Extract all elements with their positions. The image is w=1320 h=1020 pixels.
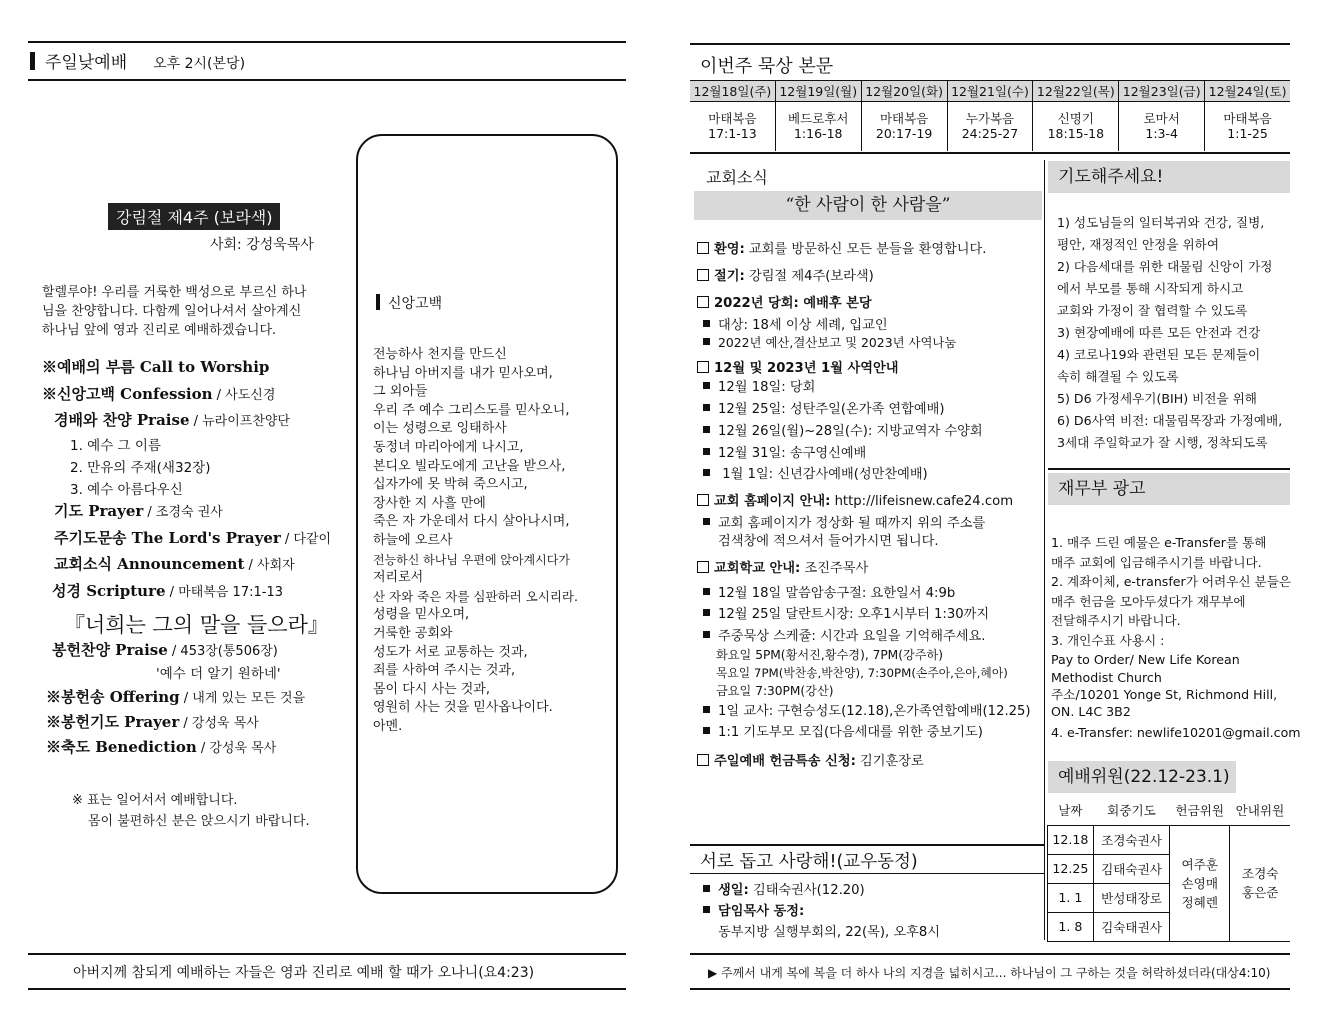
meditation-table bbox=[690, 80, 1290, 151]
bullet-icon bbox=[703, 382, 710, 389]
news-banner: “한 사람이 한 사람을” bbox=[694, 191, 1042, 220]
checkbox-icon bbox=[697, 361, 709, 373]
staff-title: 예배위원(22.12-23.1) bbox=[1048, 761, 1236, 793]
devotion-schedule: 화요일 5PM(황서진,황수경), 7PM(강주하) bbox=[716, 648, 944, 662]
meditation-date: 12월19일(월) bbox=[775, 81, 861, 102]
staff-offering: 여주훈 손영매 정혜렌 bbox=[1170, 825, 1230, 941]
right-top-rule bbox=[690, 43, 1290, 45]
bullet-icon bbox=[703, 338, 710, 345]
meditation-date: 12월21일(수) bbox=[947, 81, 1033, 102]
meditation-date: 12월20일(화) bbox=[861, 81, 947, 102]
news-bullet: 1일 교사: 구현승성도(12.18),온가족연합예배(12.25) bbox=[703, 700, 1031, 719]
order-item: ※봉헌송 Offering / 내게 있는 모든 것을 bbox=[46, 688, 306, 706]
order-item: ※봉헌기도 Prayer / 강성욱 목사 bbox=[46, 713, 259, 731]
birthday-item: 생일: 김태숙권사(12.20) bbox=[703, 879, 865, 898]
news-meeting: 2022년 당회: 예배후 본당 bbox=[697, 292, 872, 311]
news-season: 절기: 강림절 제4주(보라색) bbox=[697, 265, 874, 284]
staff-date: 12.25 bbox=[1048, 854, 1094, 883]
checkbox-icon bbox=[697, 269, 709, 281]
meditation-passage: 마태복음 20:17-19 bbox=[861, 102, 947, 151]
staff-table bbox=[1047, 795, 1290, 942]
checkbox-icon bbox=[697, 561, 709, 573]
fellowship-title: 서로 돕고 사랑해!(교우동정) bbox=[700, 852, 918, 872]
news-bullet: 12월 18일 말씀암송구절: 요한일서 4:9b bbox=[703, 582, 955, 601]
staff-header: 헌금위원 bbox=[1170, 795, 1230, 825]
column-divider bbox=[1044, 160, 1045, 940]
right-footer-verse: ▶ 주께서 내게 복에 복을 더 하사 나의 지경을 넓히시고... 하나님이 그 구하는 것을 허락하셨더라(대상4:10) bbox=[708, 966, 1271, 980]
creed-bar-icon bbox=[376, 294, 380, 310]
praise-song: 1. 예수 그 이름 bbox=[70, 438, 161, 454]
finance-list: 1. 매주 드린 예물은 e-Transfer를 통해 매주 교회에 입금해주시기를 바랍니다. 2. 계좌이체, e-transfer가 어려우신 분들은 매주 헌금을 모아두셨다가 재무부에 전달해주시기 바랍니다. 3. 개인수표 사용시 : Pay to Order/ New Life Korean Methodist Church 주소/10201 Yonge St, Richmond Hill, ON. L4C 3B2 4. e-Transfer: newlife10201@gmail.com bbox=[1051, 535, 1301, 740]
finance-title: 재무부 광고 bbox=[1048, 473, 1290, 505]
prayer-title: 기도해주세요! bbox=[1048, 161, 1290, 193]
order-item: 기도 Prayer / 조경숙 권사 bbox=[54, 502, 223, 520]
meditation-passage: 베드로후서 1:16-18 bbox=[775, 102, 861, 151]
news-welcome: 환영: 교회를 방문하신 모든 분들을 환영합니다. bbox=[697, 238, 986, 257]
left-top-rule bbox=[28, 41, 626, 43]
news-bullet-cont: 검색창에 적으셔서 들어가시면 됩니다. bbox=[718, 534, 939, 549]
meditation-passage: 누가복음 24:25-27 bbox=[947, 102, 1033, 151]
bullet-icon bbox=[703, 588, 710, 595]
bullet-icon bbox=[703, 426, 710, 433]
order-item: ※신앙고백 Confession / 사도신경 bbox=[42, 385, 276, 403]
devotion-schedule: 목요일 7PM(박찬송,박찬양), 7:30PM(손주아,은아,혜아) bbox=[716, 666, 1008, 680]
staff-date: 1. 1 bbox=[1048, 883, 1094, 912]
news-bullet: 1월 1일: 신년감사예배(성만찬예배) bbox=[703, 463, 928, 482]
left-footer-rule-top bbox=[28, 953, 626, 955]
fellowship-rule bbox=[690, 873, 1044, 874]
meditation-bottom-rule bbox=[690, 152, 1290, 154]
staff-guide: 조경숙 홍은준 bbox=[1230, 825, 1290, 941]
staff-date: 12.18 bbox=[1048, 825, 1094, 854]
order-item: ※축도 Benediction / 강성욱 목사 bbox=[46, 738, 277, 756]
meditation-title: 이번주 묵상 본문 bbox=[700, 56, 834, 77]
standing-note: ※ 표는 일어서서 예배합니다. 몸이 불편하신 분은 앉으시기 바랍니다. bbox=[72, 793, 310, 829]
news-label: 교회소식 bbox=[706, 168, 768, 187]
header-bar-icon bbox=[30, 52, 35, 70]
staff-header: 회중기도 bbox=[1093, 795, 1169, 825]
news-bullet: 12월 25일: 성탄주일(온가족 연합예배) bbox=[703, 398, 944, 417]
bullet-icon bbox=[703, 448, 710, 455]
bullet-icon bbox=[703, 609, 710, 616]
meditation-date: 12월24일(토) bbox=[1205, 81, 1290, 102]
officiant: 사회: 강성욱목사 bbox=[210, 237, 314, 253]
news-schedule: 12월 및 2023년 1월 사역안내 bbox=[697, 357, 899, 376]
pastor-detail: 동부지방 실행부회의, 22(목), 오후8시 bbox=[718, 925, 941, 940]
call-to-worship-text: 할렐루야! 우리를 거룩한 백성으로 부르신 하나 님을 찬양합니다. 다함께 일어나셔서 살아계신 하나님 앞에 영과 진리로 예배하겠습니다. bbox=[42, 285, 307, 338]
left-header-rule bbox=[28, 79, 626, 81]
fellowship-top-rule bbox=[690, 844, 1044, 846]
offering-song-note: '예수 더 알기 원하네' bbox=[156, 666, 281, 682]
right-footer-rule-top bbox=[690, 953, 1290, 955]
news-bullet: 12월 31일: 송구영신예배 bbox=[703, 442, 866, 461]
bullet-icon bbox=[703, 320, 710, 327]
news-bullet: 대상: 18세 이상 세례, 입교인 bbox=[703, 314, 888, 333]
service-title: 주일낮예배 bbox=[45, 53, 128, 73]
order-item: 성경 Scripture / 마태복음 17:1-13 bbox=[52, 582, 283, 600]
meditation-passage: 신명기 18:15-18 bbox=[1033, 102, 1119, 151]
news-offering: 주일예배 헌금특송 신청: 김기훈장로 bbox=[697, 750, 924, 769]
checkbox-icon bbox=[697, 754, 709, 766]
left-footer-rule-bottom bbox=[28, 988, 626, 990]
meditation-passage: 마태복음 1:1-25 bbox=[1223, 111, 1272, 142]
checkbox-icon bbox=[697, 494, 709, 506]
bullet-icon bbox=[703, 631, 710, 638]
bullet-icon bbox=[703, 906, 710, 913]
staff-date: 1. 8 bbox=[1048, 912, 1094, 941]
news-school: 교회학교 안내: 조진주목사 bbox=[697, 557, 868, 576]
bullet-icon bbox=[703, 885, 710, 892]
staff-prayer: 반성태장로 bbox=[1093, 883, 1169, 912]
bullet-icon bbox=[703, 469, 710, 476]
news-bullet: 12월 25일 달란트시장: 오후1시부터 1:30까지 bbox=[703, 603, 989, 622]
creed-title: 신앙고백 bbox=[376, 293, 442, 313]
meditation-date: 12월23일(금) bbox=[1119, 81, 1205, 102]
news-bullet: 2022년 예산,결산보고 및 2023년 사역나눔 bbox=[703, 333, 956, 351]
staff-header: 안내위원 bbox=[1230, 795, 1290, 825]
service-header bbox=[30, 48, 245, 73]
devotion-schedule: 금요일 7:30PM(강산) bbox=[716, 684, 834, 698]
prayer-list: 1) 성도님들의 일터복귀와 건강, 질병, 평안, 재정적인 안정을 위하여 2) 다음세대를 위한 대물림 신앙이 가정 에서 부모를 통해 시작되게 하시고 교회와 가정이 잘 협력할 수 있도록 3) 현장예배에 따른 모든 안전과 건강 4) 코로나19와 관련된 모든 문제들이 속히 해결될 수 있도록 5) D6 가정세우기(BIH) 비전을 위해 6) D6사역 비전: 대물림목장과 가정예배, 3세대 주일학교가 잘 시행, 정착되도록 bbox=[1057, 215, 1283, 450]
order-item: ※예배의 부름 Call to Worship bbox=[42, 358, 270, 376]
bullet-icon bbox=[703, 404, 710, 411]
bullet-icon bbox=[703, 518, 710, 525]
meditation-passage: 마태복음 17:1-13 bbox=[690, 102, 775, 151]
order-item: 경배와 찬양 Praise / 뉴라이프찬양단 bbox=[54, 411, 291, 429]
advent-title: 강림절 제4주 (보라색) bbox=[108, 203, 280, 230]
right-footer-rule-bottom bbox=[690, 988, 1290, 990]
checkbox-icon bbox=[697, 242, 709, 254]
order-item: 교회소식 Announcement / 사회자 bbox=[54, 555, 295, 573]
left-footer-verse: 아버지께 참되게 예배하는 자들은 영과 진리로 예배 할 때가 오나니(요4:23) bbox=[73, 965, 535, 981]
news-bullet: 12월 18일: 당회 bbox=[703, 376, 815, 395]
bullet-icon bbox=[703, 727, 710, 734]
meditation-date: 12월22일(목) bbox=[1033, 81, 1119, 102]
news-bullet: 1:1 기도부모 모집(다음세대를 위한 중보기도) bbox=[703, 721, 983, 740]
creed-text: 전능하사 천지를 만드신 하나님 아버지를 내가 믿사오며, 그 외아들 우리 주 예수 그리스도를 믿사오니, 이는 성령으로 잉태하사 동정녀 마리아에게 나시고, 본디오 빌라도에게 고난을 받으사, 십자가에 못 박혀 죽으시고, 장사한 지 사흘 만에 죽은 자 가운데서 다시 살아나시며, 하늘에 오르사 전능하신 하나님 우편에 앉아계시다가 저리로서 산 자와 죽은 자를 심판하러 오시리라. 성령을 믿사오며, 거룩한 공회와 성도가 서로 교통하는 것과, 죄를 사하여 주시는 것과, 몸이 다시 사는 것과, 영원히 사는 것을 믿사옵나이다. 아멘. bbox=[373, 347, 578, 734]
meditation-date: 12월18일(주) bbox=[690, 81, 775, 102]
order-item: 주기도문송 The Lord's Prayer / 다같이 bbox=[54, 529, 332, 547]
staff-prayer: 김숙태권사 bbox=[1093, 912, 1169, 941]
sermon-title: 『너희는 그의 말을 들으라』 bbox=[64, 613, 329, 637]
praise-song: 2. 만유의 주재(새32장) bbox=[70, 460, 211, 476]
bullet-icon bbox=[703, 706, 710, 713]
news-bullet: 주중묵상 스케쥴: 시간과 요일을 기억해주세요. bbox=[703, 625, 985, 644]
prayer-bottom-rule bbox=[1048, 468, 1290, 470]
service-time: 오후 2시(본당) bbox=[153, 56, 246, 72]
staff-header: 날짜 bbox=[1048, 795, 1094, 825]
praise-song: 3. 예수 아름다우신 bbox=[70, 482, 183, 498]
staff-prayer: 조경숙권사 bbox=[1093, 825, 1169, 854]
order-item: 봉헌찬양 Praise / 453장(통506장) bbox=[52, 641, 278, 659]
pastor-item: 담임목사 동정: bbox=[703, 900, 804, 919]
staff-prayer: 김태숙권사 bbox=[1093, 854, 1169, 883]
news-homepage: 교회 홈페이지 안내: http://lifeisnew.cafe24.com bbox=[697, 490, 1013, 509]
meditation-passage: 로마서 1:3-4 bbox=[1119, 102, 1205, 151]
news-bullet: 교회 홈페이지가 정상화 될 때까지 위의 주소를 bbox=[703, 512, 985, 531]
checkbox-icon bbox=[697, 296, 709, 308]
news-bullet: 12월 26일(월)~28일(수): 지방교역자 수양회 bbox=[703, 420, 983, 439]
